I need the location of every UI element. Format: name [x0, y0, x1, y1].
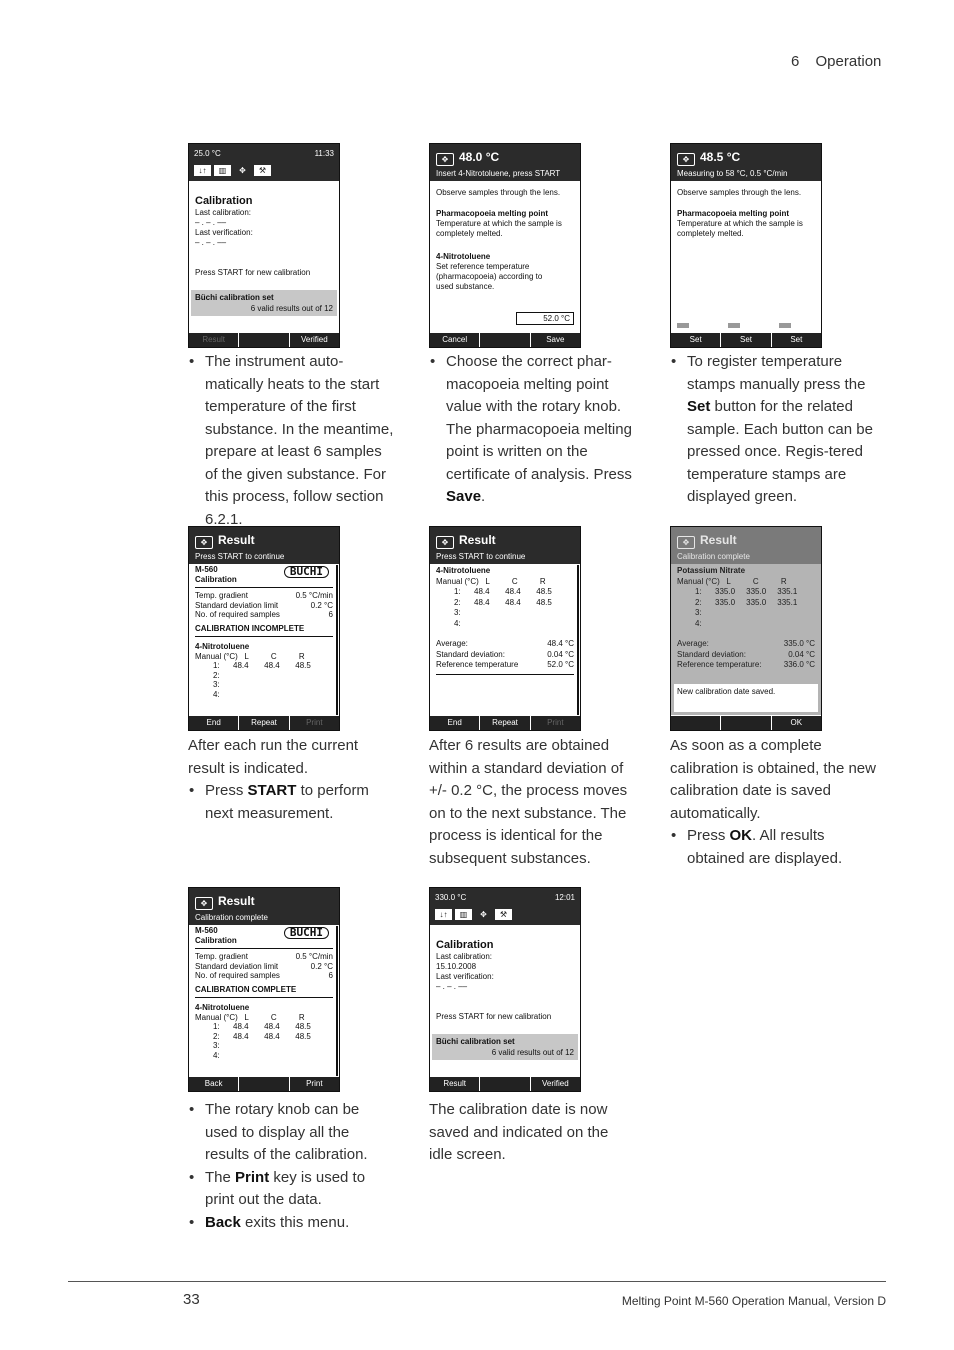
tab-calibration-icon[interactable]: ✥ — [475, 909, 492, 920]
last-calibration-value: – . – . –– — [195, 218, 227, 227]
caption-step-8 — [429, 1099, 629, 1167]
param-value: 0.2 °C — [310, 961, 333, 971]
stat-value: 0.04 °C — [547, 649, 574, 659]
stat-label: Average: — [677, 639, 709, 648]
caption-text: Press — [687, 827, 730, 844]
param-label: No. of required samples — [195, 610, 280, 619]
tab-settings-icon[interactable]: ⚒ — [254, 165, 271, 176]
bullet-item — [429, 351, 644, 509]
calibration-set-bar[interactable] — [432, 1034, 578, 1060]
caption-step-4 — [188, 735, 388, 825]
param-value: 6 — [328, 971, 333, 980]
body-line: (pharmacopoeia) according to — [436, 272, 543, 281]
screen-result-substance — [429, 526, 581, 731]
caption-text: The rotary knob can be used to display all the results of the calibration. — [205, 1101, 368, 1163]
caption-text: to perform next measurement. — [205, 782, 369, 822]
set-button-right[interactable]: Set — [771, 333, 821, 347]
body-line: Observe samples through the lens. — [677, 188, 802, 197]
title-bar — [189, 888, 339, 925]
end-button[interactable]: End — [447, 718, 462, 727]
tab-sample-icon[interactable]: ↓↑ — [194, 165, 211, 176]
table-row: 2: 48.4 48.4 48.5 — [213, 1031, 311, 1041]
set-name: Büchi calibration set — [195, 293, 274, 302]
bullet-item — [670, 825, 880, 870]
result-title: Result — [459, 533, 496, 547]
substance-name: 4-Nitrotoluene — [195, 1003, 250, 1012]
calibration-icon: ✥ — [436, 153, 454, 166]
stat-label: Reference temperature — [436, 660, 519, 669]
softkey-bar — [189, 716, 339, 730]
clock: 11:33 — [314, 149, 334, 158]
instruction-text: Press START for new calibration — [436, 1012, 552, 1021]
caption-bold: Save — [446, 488, 482, 505]
bullet-item — [188, 780, 388, 825]
last-calibration-label: Last calibration: — [436, 952, 493, 961]
calibration-status: CALIBRATION COMPLETE — [195, 984, 297, 994]
table-header: Manual (°C) L C R — [677, 576, 787, 586]
model-name: M-560 — [195, 926, 218, 935]
title-bar — [189, 527, 339, 564]
last-verification-value: – . – . –– — [436, 982, 468, 991]
page-header — [791, 53, 881, 70]
screen-title: Calibration — [436, 939, 494, 951]
calibration-status: CALIBRATION INCOMPLETE — [195, 623, 305, 633]
body-line: completely melted. — [677, 229, 744, 238]
set-results: 6 valid results out of 12 — [250, 304, 333, 313]
result-button[interactable]: Result — [202, 335, 225, 344]
result-title: Result — [218, 894, 255, 908]
caption-text: . All results obtained are displayed. — [687, 827, 843, 867]
caption-text: The calibration date is now saved and indicated on the idle screen. — [429, 1101, 609, 1163]
temperature-title: 48.5 °C — [700, 150, 741, 164]
tab-method-icon[interactable]: ▥ — [455, 909, 472, 920]
substance-name: 4-Nitrotoluene — [436, 252, 491, 261]
tab-calibration-icon[interactable]: ✥ — [234, 165, 251, 176]
sample-indicator — [728, 323, 740, 328]
screen-result-complete — [188, 887, 340, 1092]
set-button-center[interactable]: Set — [720, 333, 770, 347]
stat-value: 48.4 °C — [547, 639, 574, 648]
verified-button[interactable]: Verified — [289, 333, 339, 347]
temperature-readout: 330.0 °C — [435, 893, 467, 902]
caption-step-3 — [670, 351, 880, 509]
back-button[interactable]: Back — [204, 1079, 223, 1088]
caption-step-5 — [429, 735, 644, 870]
subtitle: Press START to continue — [195, 552, 285, 561]
body-line: Observe samples through the lens. — [436, 188, 561, 197]
status-bar — [430, 888, 580, 925]
last-verification-label: Last verification: — [436, 972, 494, 981]
table-row: 3: — [213, 1041, 220, 1050]
section-heading: Pharmacopoeia melting point — [436, 209, 549, 218]
verified-button[interactable]: Verified — [530, 1077, 580, 1091]
calibration-icon: ✥ — [677, 153, 695, 166]
caption-step-1 — [188, 351, 398, 531]
caption-text: . — [481, 488, 486, 505]
result-button[interactable]: Result — [443, 1079, 466, 1088]
menu-tabs — [435, 909, 512, 920]
print-button[interactable]: Print — [289, 716, 339, 730]
body-line: completely melted. — [436, 229, 503, 238]
temperature-title: 48.0 °C — [459, 150, 500, 164]
screen-measuring — [670, 143, 822, 348]
softkey-bar — [430, 333, 580, 347]
save-button[interactable]: Save — [530, 333, 580, 347]
last-verification-value: – . – . –– — [195, 238, 227, 247]
softkey-bar — [671, 716, 821, 730]
caption-bold: OK — [729, 827, 753, 844]
param-value: 0.5 °C/min — [295, 591, 333, 600]
caption-text: button for the related sample. Each button can be pressed once. Regis-tered temperature stamps are displayed green. — [687, 398, 873, 505]
table-header: Manual (°C) L C R — [436, 576, 546, 586]
stat-value: 0.04 °C — [788, 649, 815, 659]
table-row: 3: — [454, 608, 461, 617]
stat-value: 335.0 °C — [783, 639, 815, 648]
mode-name: Calibration — [195, 574, 237, 584]
menu-tabs — [194, 165, 271, 176]
tab-sample-icon[interactable]: ↓↑ — [435, 909, 452, 920]
print-button[interactable]: Print — [530, 716, 580, 730]
buchi-logo: BUCHI — [284, 927, 329, 939]
section-heading: Pharmacopoeia melting point — [677, 209, 790, 218]
clock: 12:01 — [554, 893, 575, 902]
scrollbar[interactable] — [577, 565, 579, 715]
empty-softkey[interactable] — [671, 716, 720, 730]
scrollbar[interactable] — [336, 926, 338, 1076]
body-line: Temperature at which the sample is — [436, 219, 562, 228]
table-row: 3: — [213, 680, 220, 689]
caption-step-6 — [670, 735, 880, 870]
mode-name: Calibration — [195, 935, 237, 945]
title-bar — [671, 144, 821, 181]
caption-text: Choose the correct phar-macopoeia melting point value with the rotary knob. The pharmacopoeia melting point is written on the certificate of analysis. Press — [446, 353, 632, 483]
sample-indicator — [779, 323, 791, 328]
table-row: 4: — [695, 618, 702, 628]
param-value: 6 — [328, 610, 333, 619]
chapter-title: Operation — [815, 53, 882, 70]
last-calibration-value: 15.10.2008 — [436, 962, 477, 971]
body-line: used substance. — [436, 282, 495, 291]
set-results: 6 valid results out of 12 — [491, 1048, 574, 1057]
tab-method-icon[interactable]: ▥ — [214, 165, 231, 176]
temperature-readout: 25.0 °C — [194, 149, 221, 158]
calibration-icon: ✥ — [436, 536, 454, 549]
table-row: 1: 335.0 335.0 335.1 — [695, 587, 798, 596]
softkey-bar — [671, 333, 821, 347]
last-calibration-label: Last calibration: — [195, 208, 252, 217]
empty-softkey[interactable] — [238, 333, 288, 347]
footer-title: Melting Point M-560 Operation Manual, Version D — [621, 1294, 886, 1308]
param-label: Standard deviation limit — [195, 600, 279, 610]
table-header: Manual (°C) L C R — [195, 651, 305, 661]
softkey-bar — [430, 716, 580, 730]
caption-text: exits this menu. — [240, 1213, 350, 1231]
empty-softkey[interactable] — [479, 333, 529, 347]
bullet-item — [188, 351, 398, 531]
title-bar — [430, 527, 580, 564]
substance-name: 4-Nitrotoluene — [436, 566, 491, 575]
table-row: 3: — [695, 608, 702, 617]
scrollbar[interactable] — [336, 565, 338, 715]
print-button[interactable]: Print — [289, 1077, 339, 1091]
table-row: 2: 335.0 335.0 335.1 — [695, 597, 798, 607]
repeat-button[interactable]: Repeat — [238, 716, 288, 730]
stat-label: Average: — [436, 639, 468, 648]
param-label: No. of required samples — [195, 971, 280, 980]
softkey-bar — [189, 1077, 339, 1091]
empty-softkey[interactable] — [720, 716, 770, 730]
substance-name: 4-Nitrotoluene — [195, 642, 250, 651]
table-row: 4: — [213, 689, 220, 699]
param-label: Temp. gradient — [195, 952, 248, 961]
popup-message: New calibration date saved. — [677, 687, 776, 696]
subtitle: Calibration complete — [195, 913, 268, 922]
stat-value: 336.0 °C — [783, 660, 815, 669]
calibration-icon: ✥ — [195, 536, 213, 549]
bullet-item — [188, 1099, 388, 1167]
set-name: Büchi calibration set — [436, 1037, 515, 1046]
table-row: 1: 48.4 48.4 48.5 — [454, 587, 552, 596]
subtitle: Press START to continue — [436, 552, 526, 561]
bullet-item — [188, 1167, 388, 1212]
caption-text: To register temperature stamps manually press the — [687, 353, 866, 393]
info-popup — [674, 684, 818, 712]
result-title: Result — [700, 533, 737, 547]
stat-label: Reference temperature: — [677, 660, 762, 669]
tab-settings-icon[interactable]: ⚒ — [495, 909, 512, 920]
bullet-item — [188, 1212, 388, 1235]
calibration-icon: ✥ — [677, 536, 695, 549]
table-row: 4: — [213, 1050, 220, 1060]
screen-title: Calibration — [195, 195, 253, 207]
status-bar — [189, 144, 339, 181]
caption-step-7 — [188, 1099, 388, 1234]
caption-text: The — [205, 1168, 236, 1186]
result-title: Result — [218, 533, 255, 547]
buchi-logo: BUCHI — [284, 566, 329, 578]
divider — [436, 674, 574, 675]
param-value: 0.5 °C/min — [295, 952, 333, 961]
last-verification-label: Last verification: — [195, 228, 253, 237]
instruction-text: Press START for new calibration — [195, 268, 311, 277]
caption-text: key is used to print out the data. — [205, 1168, 366, 1208]
end-button[interactable]: End — [206, 718, 221, 727]
caption-text: As soon as a complete calibration is obtained, the new calibration date is saved automatically. — [670, 737, 876, 822]
substance-name: Potassium Nitrate — [677, 566, 746, 575]
divider — [195, 948, 333, 949]
param-label: Temp. gradient — [195, 591, 248, 600]
cancel-button[interactable]: Cancel — [442, 335, 468, 344]
bullet-item — [670, 351, 880, 509]
caption-text: Press — [205, 782, 248, 799]
param-value: 0.2 °C — [310, 600, 333, 610]
calibration-icon: ✥ — [195, 897, 213, 910]
divider — [195, 587, 333, 588]
softkey-bar — [189, 333, 339, 347]
caption-text: The instrument auto-matically heats to the start temperature of the first substance. In the meantime, prepare at least 6 samples of the given substance. For this process, follow section 6.2.1. — [205, 353, 394, 528]
empty-softkey[interactable] — [479, 1077, 529, 1091]
body-line: Temperature at which the sample is — [677, 219, 803, 228]
table-row: 1: 48.4 48.4 48.5 — [213, 1022, 311, 1031]
ok-button[interactable]: OK — [771, 716, 821, 730]
table-header: Manual (°C) L C R — [195, 1012, 305, 1022]
caption-bold: Set — [687, 398, 711, 415]
title-bar — [430, 144, 580, 181]
caption-bold: Back — [205, 1213, 241, 1231]
calibration-set-bar[interactable] — [191, 290, 337, 316]
stat-value: 52.0 °C — [547, 660, 574, 669]
title-bar — [671, 527, 821, 564]
subtitle: Calibration complete — [677, 552, 750, 561]
subtitle: Measuring to 58 °C, 0.5 °C/min — [677, 169, 788, 178]
caption-text: After 6 results are obtained within a standard deviation of +/- 0.2 °C, the process moves on to the next substance. The process is identical for the subsequent substances. — [429, 737, 628, 867]
footer-divider — [68, 1281, 886, 1282]
softkey-bar — [430, 1077, 580, 1091]
caption-bold: START — [247, 782, 297, 799]
set-button-left[interactable]: Set — [689, 335, 702, 344]
chapter-number: 6 — [791, 53, 800, 70]
screen-calibration-complete-popup — [670, 526, 822, 731]
sample-indicator — [677, 323, 689, 328]
screen-result-incomplete — [188, 526, 340, 731]
caption-bold: Print — [235, 1168, 270, 1186]
stat-label: Standard deviation: — [677, 649, 746, 659]
screen-set-reference — [429, 143, 581, 348]
divider — [195, 636, 333, 637]
screen-idle-calibration — [188, 143, 340, 348]
model-name: M-560 — [195, 565, 218, 574]
subtitle: Insert 4-Nitrotoluene, press START — [436, 169, 561, 178]
table-row: 4: — [454, 618, 461, 628]
table-row: 2: — [213, 670, 220, 680]
caption-text: After each run the current result is indicated. — [188, 737, 359, 777]
screen-idle-calibrated — [429, 887, 581, 1092]
table-row: 1: 48.4 48.4 48.5 — [213, 661, 311, 670]
empty-softkey[interactable] — [238, 1077, 288, 1091]
stat-label: Standard deviation: — [436, 649, 505, 659]
body-line: Set reference temperature — [436, 262, 530, 271]
table-row: 2: 48.4 48.4 48.5 — [454, 597, 552, 607]
reference-temperature-field[interactable]: 52.0 °C — [516, 312, 574, 325]
param-label: Standard deviation limit — [195, 961, 279, 971]
page-number: 33 — [183, 1291, 200, 1308]
repeat-button[interactable]: Repeat — [479, 716, 529, 730]
caption-step-2 — [429, 351, 644, 509]
divider — [195, 997, 333, 998]
